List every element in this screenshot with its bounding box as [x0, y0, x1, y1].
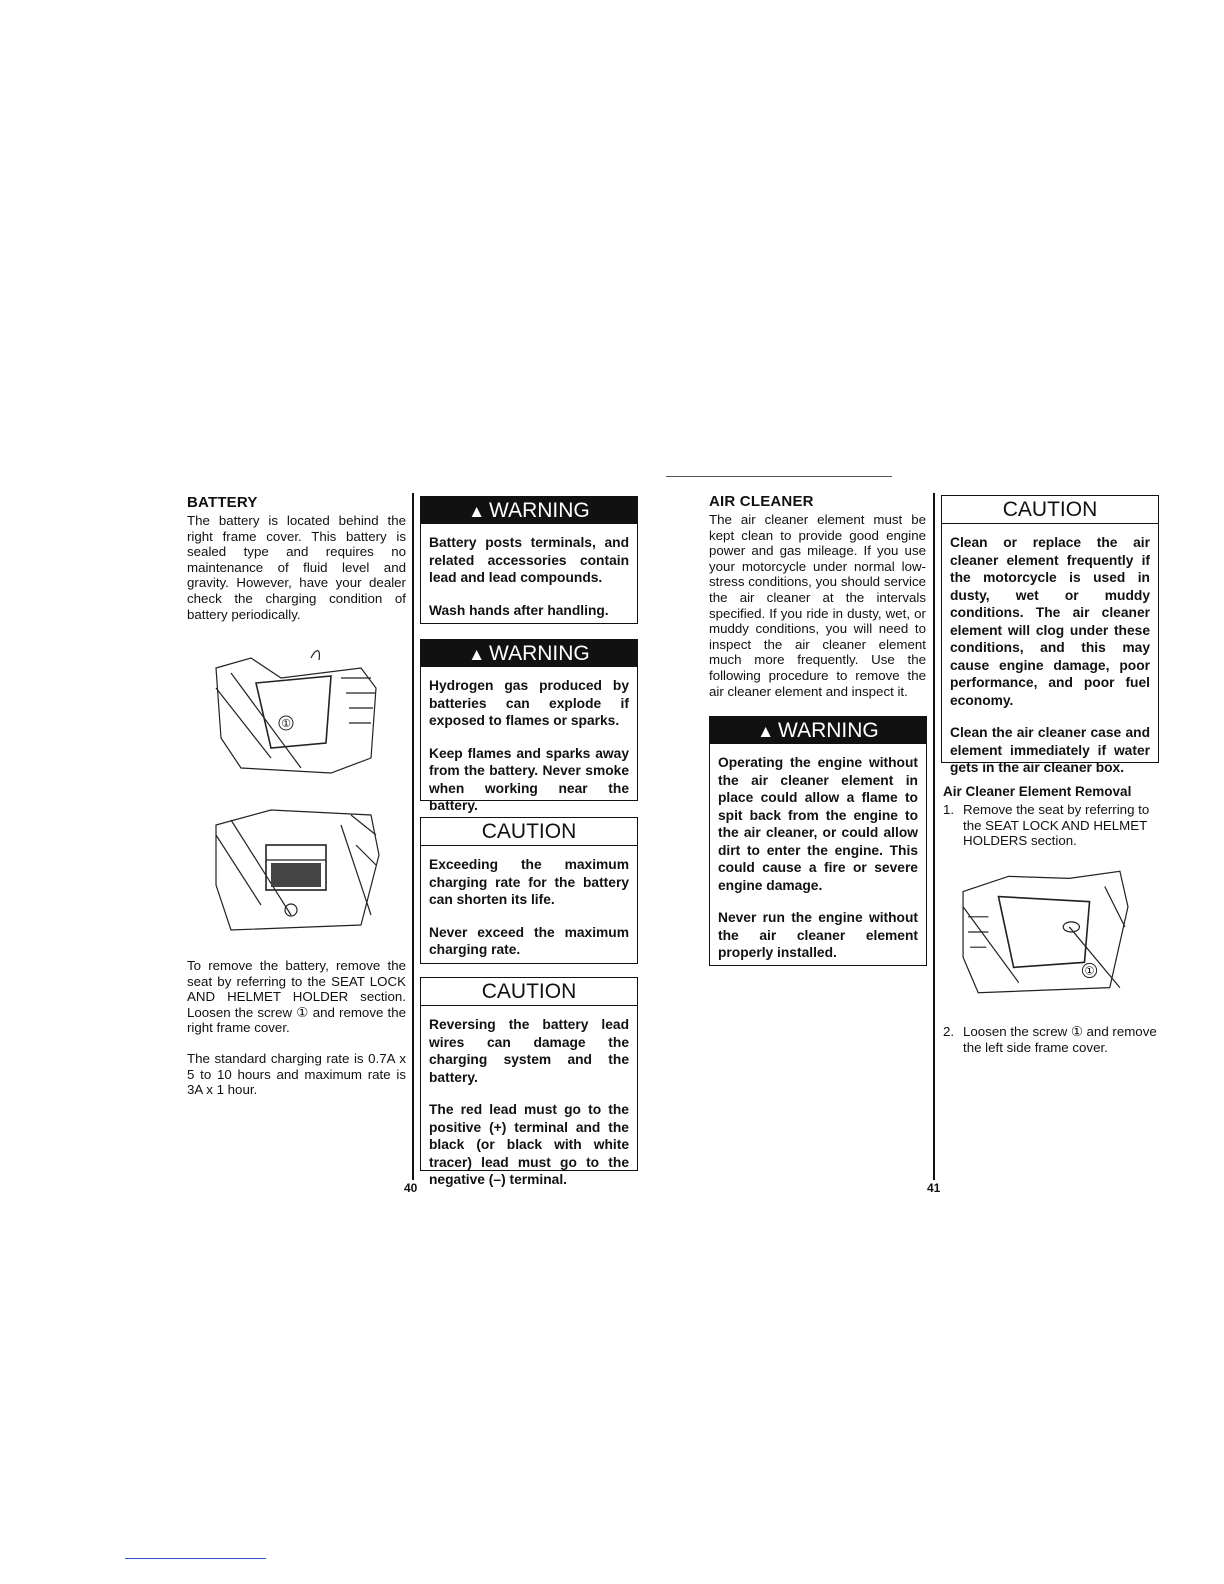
charging-rate-text: The standard charging rate is 0.7A x 5 to 10 hours and maximum rate is 3A x 1 hour.	[187, 1051, 406, 1098]
left-page-column-divider	[412, 493, 414, 1180]
warning-triangle-icon: ▲	[468, 502, 486, 521]
caution-text: Clean or replace the air cleaner element frequently if the motorcycle is used in dusty, wet or muddy conditions. The air cleaner element will clog under these conditions, and this may cause engine damage, poor performance, and poor fuel economy.	[950, 535, 1150, 708]
removal-subheading: Air Cleaner Element Removal	[943, 784, 1132, 799]
warning-label: WARNING	[489, 642, 590, 665]
warning-triangle-icon: ▲	[757, 722, 775, 741]
top-rule	[666, 476, 892, 477]
warning-header	[710, 717, 926, 744]
callout-1-label: ①	[1084, 964, 1095, 978]
caution-text: Clean the air cleaner case and element immediately if water gets in the air cleaner box.	[950, 725, 1150, 775]
caution-air-cleaner-box	[941, 495, 1159, 775]
warning-label: WARNING	[778, 719, 879, 742]
warning-label: WARNING	[489, 499, 590, 522]
warning-lead-box	[420, 496, 638, 624]
battery-compartment-illustration	[210, 805, 382, 935]
warning-triangle-icon: ▲	[468, 645, 486, 664]
frame-cover-illustration	[958, 866, 1130, 998]
battery-intro: The battery is located behind the right frame cover. This battery is sealed type and requires no maintenance of fluid level and gravity. However, have your dealer check the charging condition of battery periodically.	[187, 513, 406, 622]
page-number-right: 41	[927, 1181, 941, 1195]
warning-hydrogen-box	[420, 639, 638, 813]
step-number: 1.	[943, 802, 955, 817]
page-number-left: 40	[404, 1181, 418, 1195]
air-cleaner-intro: The air cleaner element must be kept clean to provide good engine power and gas mileage. If you use your motorcycle under normal low-stress conditions, you should service the air cleaner at the intervals specified. If you ride in dusty, wet, or muddy conditions, you will need to inspect the air cleaner element much more frequently. Use the following procedure to remove the air cleaner element and inspect it.	[709, 512, 926, 699]
right-page-column-divider	[933, 493, 935, 1180]
caution-text: The red lead must go to the positive (+) terminal and the black (or black with white tracer) lead must go to the negative (–) terminal.	[429, 1102, 629, 1187]
warning-text: Never run the engine without the air cleaner element properly installed.	[718, 910, 918, 960]
step-text: Remove the seat by referring to the SEAT LOCK AND HELMET HOLDERS section.	[963, 802, 1150, 849]
warning-air-cleaner-box	[709, 716, 927, 966]
caution-charging-box	[420, 817, 638, 964]
warning-text: Wash hands after handling.	[429, 602, 609, 618]
removal-step	[943, 802, 1161, 849]
battery-heading: BATTERY	[187, 494, 258, 511]
warning-header	[421, 640, 637, 667]
caution-header: CAUTION	[942, 496, 1158, 524]
step-number: 2.	[943, 1024, 955, 1039]
step-text: Loosen the screw ① and remove the left side frame cover.	[963, 1024, 1157, 1055]
warning-text: Hydrogen gas produced by batteries can explode if exposed to flames or sparks.	[429, 678, 629, 728]
caution-header: CAUTION	[421, 818, 637, 846]
warning-text: Battery posts terminals, and related accessories contain lead and lead compounds.	[429, 535, 629, 585]
battery-removal-text: To remove the battery, remove the seat by referring to the SEAT LOCK AND HELMET HOLDER section. Loosen the screw ① and remove the right frame cover.	[187, 958, 406, 1036]
air-cleaner-heading: AIR CLEANER	[709, 493, 814, 510]
caution-text: Exceeding the maximum charging rate for the battery can shorten its life.	[429, 857, 629, 907]
caution-header: CAUTION	[421, 978, 637, 1006]
battery-cover-illustration	[210, 648, 382, 778]
warning-text: Keep flames and sparks away from the battery. Never smoke when working near the battery.	[429, 745, 629, 813]
bottom-link-rule	[125, 1558, 266, 1559]
callout-1-label: ①	[281, 717, 291, 730]
warning-text: Operating the engine without the air cleaner element in place could allow a flame to spit back from the engine to the air cleaner, or could allow dirt to enter the engine. This could cause a fire or severe engine damage.	[718, 755, 918, 893]
warning-header	[421, 497, 637, 524]
caution-text: Reversing the battery lead wires can damage the charging system and the battery.	[429, 1017, 629, 1085]
caution-lead-wires-box	[420, 977, 638, 1187]
caution-text: Never exceed the maximum charging rate.	[429, 924, 629, 957]
removal-step	[943, 1024, 1161, 1055]
